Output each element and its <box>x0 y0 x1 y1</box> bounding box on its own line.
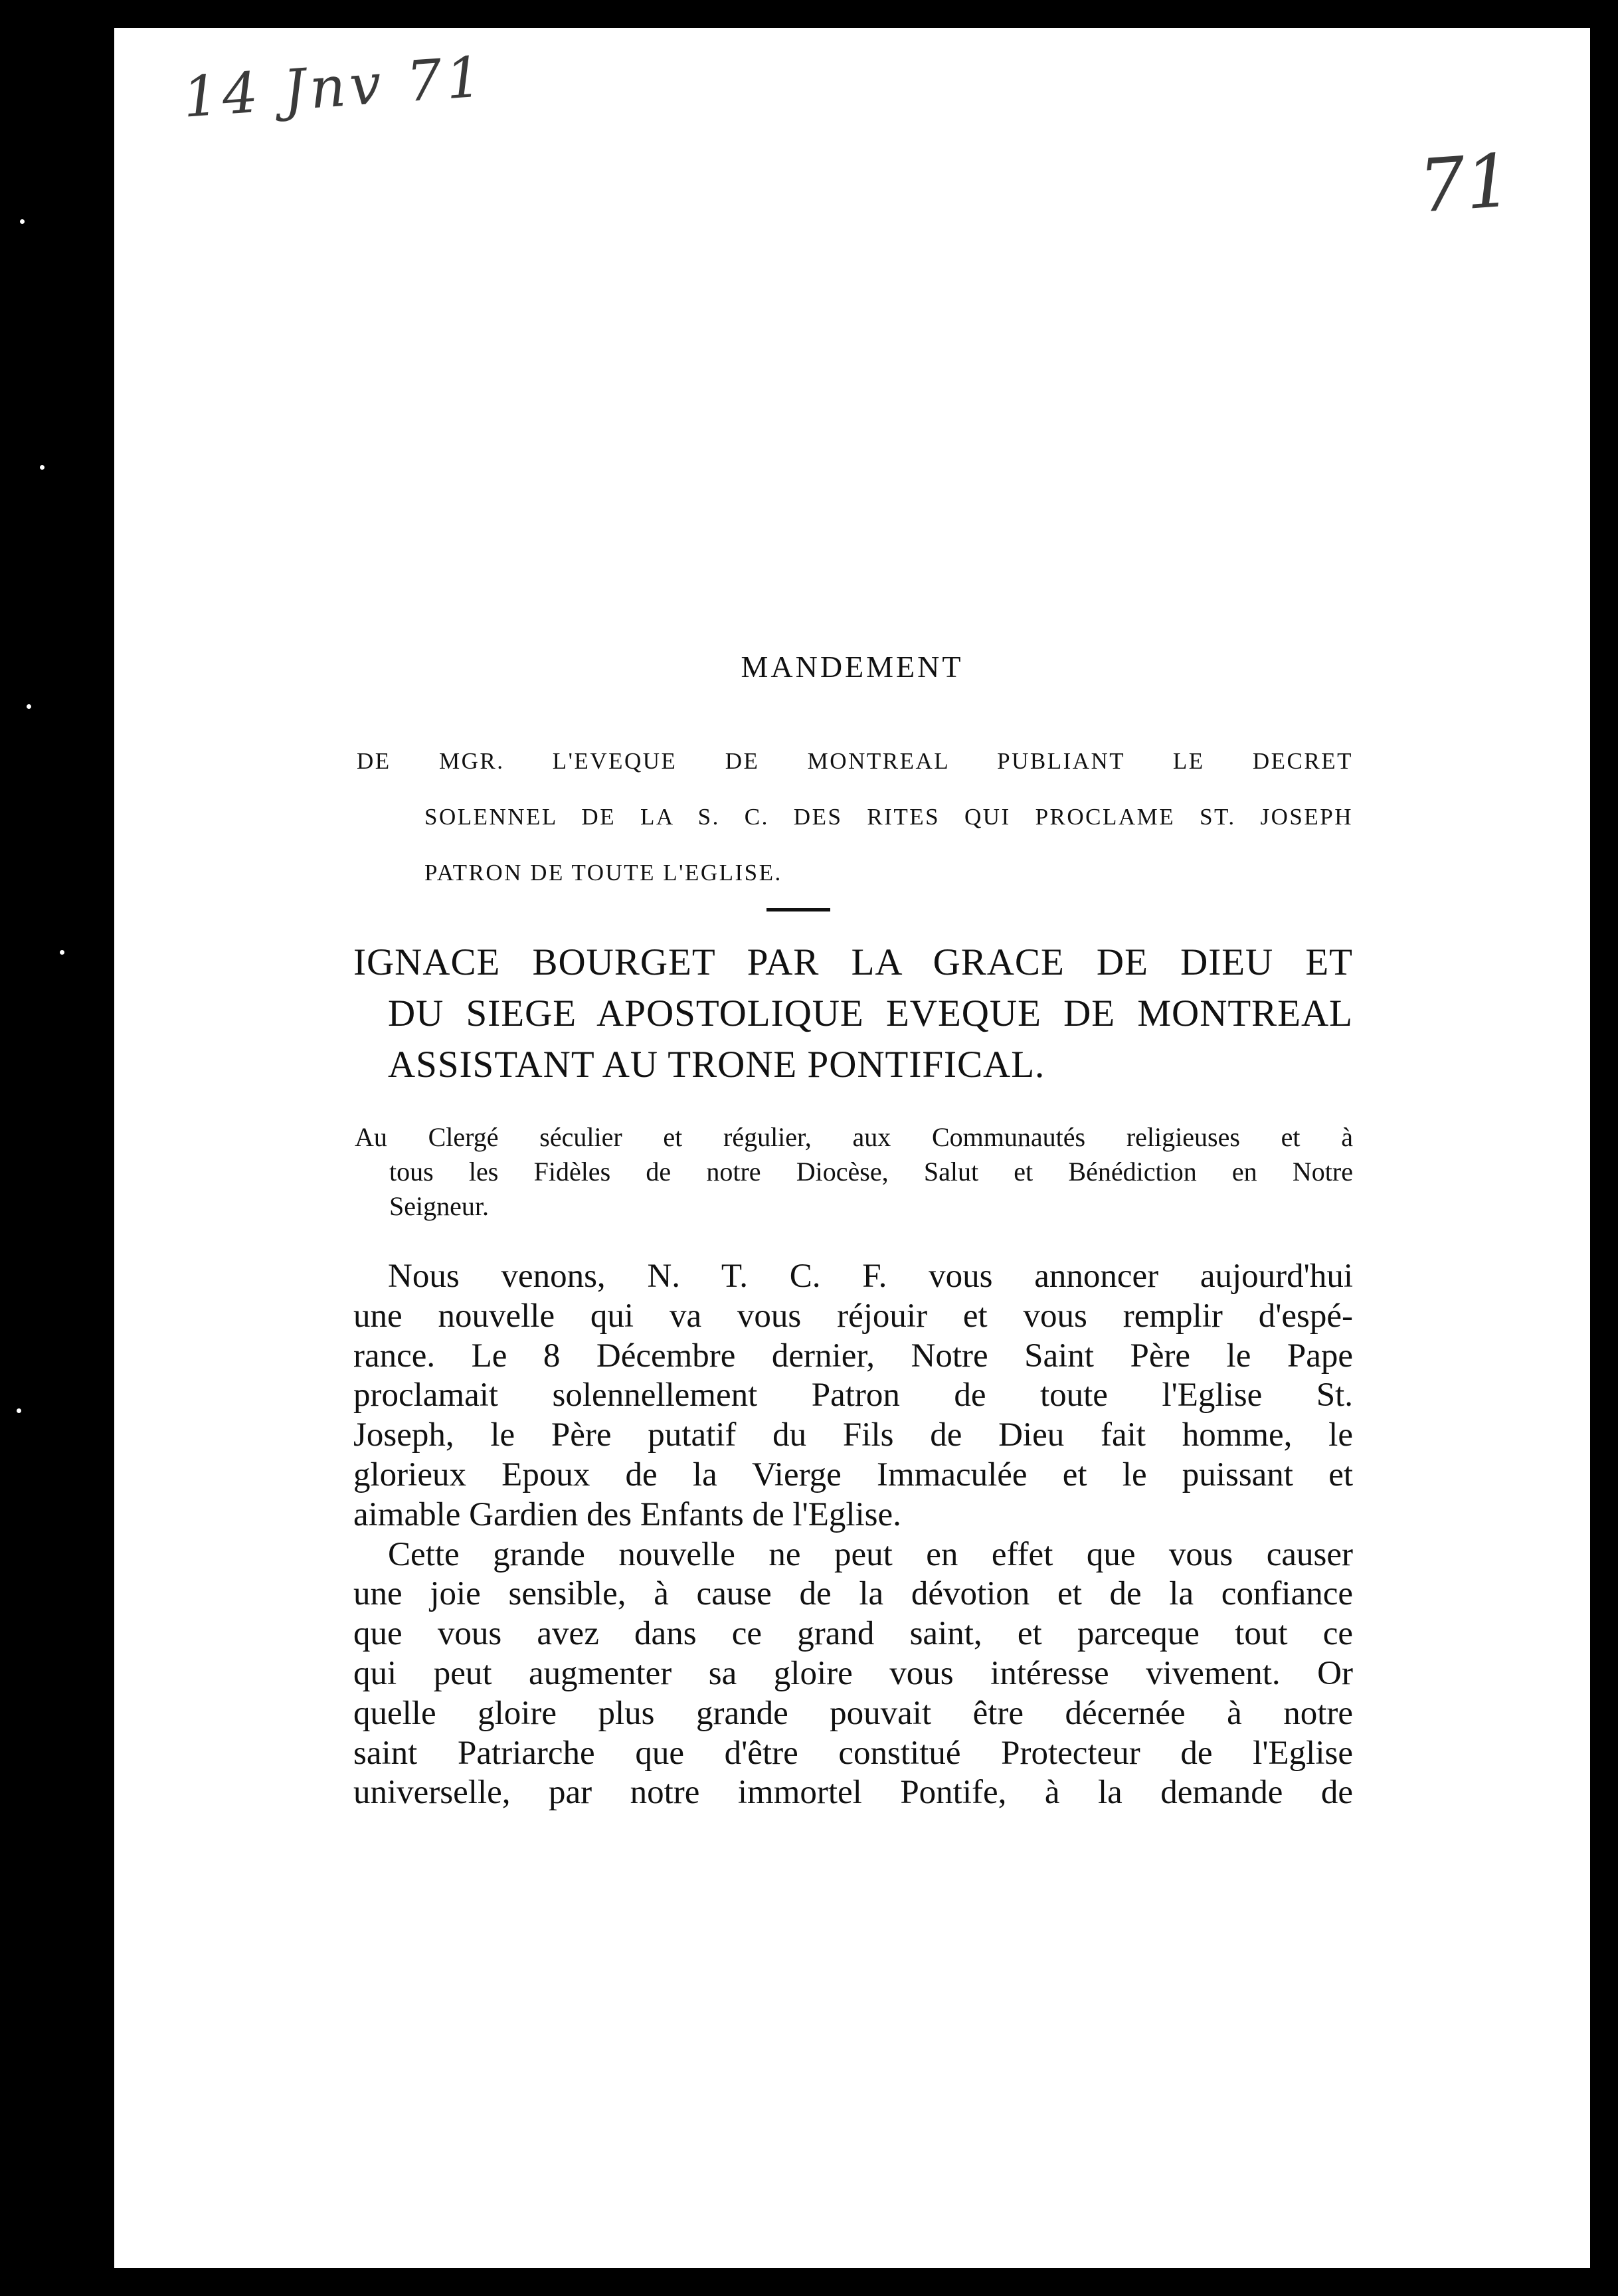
handwritten-date-annotation: 14 Jnv 71 <box>181 44 488 130</box>
body-line: que vous avez dans ce grand saint, et parceque tout ce <box>353 1615 1353 1653</box>
prelate-line: DU SIEGE APOSTOLIQUE EVEQUE DE MONTREAL <box>388 993 1353 1034</box>
document-subtitle <box>357 733 1353 901</box>
body-text <box>353 1257 1353 1813</box>
body-line: aimable Gardien des Enfants de l'Eglise. <box>353 1495 901 1533</box>
scan-speck <box>20 219 25 224</box>
body-line: une joie sensible, à cause de la dévotion et de la confiance <box>353 1575 1353 1613</box>
body-line: glorieux Epoux de la Vierge Immaculée et le puissant et <box>353 1456 1353 1493</box>
body-line: quelle gloire plus grande pouvait être décernée à notre <box>353 1694 1353 1732</box>
handwritten-number-annotation: 71 <box>1416 138 1515 229</box>
scan-speck <box>17 1408 21 1413</box>
body-line: qui peut augmenter sa gloire vous intéresse vivement. Or <box>353 1654 1353 1692</box>
address-line: Au Clergé séculier et régulier, aux Communautés religieuses et à <box>355 1122 1353 1152</box>
subtitle-line: DE MGR. L'EVEQUE DE MONTREAL PUBLIANT LE DECRET <box>357 748 1353 774</box>
document-page <box>114 28 1590 2268</box>
body-line: proclamait solennellement Patron de toute l'Eglise St. <box>353 1377 1353 1414</box>
body-line: universelle, par notre immortel Pontife, à la demande de <box>353 1774 1353 1812</box>
body-line: saint Patriarche que d'être constitué Protecteur de l'Eglise <box>353 1734 1353 1772</box>
salutation-address <box>355 1120 1353 1224</box>
document-title: MANDEMENT <box>741 650 964 684</box>
scan-speck <box>40 465 45 470</box>
body-line: Cette grande nouvelle ne peut en effet que vous causer <box>388 1535 1353 1573</box>
prelate-line: IGNACE BOURGET PAR LA GRACE DE DIEU ET <box>353 941 1353 983</box>
section-divider-rule <box>766 908 830 911</box>
body-line: une nouvelle qui va vous réjouir et vous remplir d'espé- <box>353 1297 1353 1335</box>
address-line: tous les Fidèles de notre Diocèse, Salut et Bénédiction en Notre <box>389 1157 1353 1187</box>
scan-speck <box>60 950 64 955</box>
body-line: Nous venons, N. T. C. F. vous annoncer aujourd'hui <box>388 1258 1353 1295</box>
prelate-heading <box>353 937 1353 1090</box>
subtitle-line: SOLENNEL DE LA S. C. DES RITES QUI PROCLAME ST. JOSEPH <box>424 804 1353 830</box>
scan-speck <box>27 704 31 709</box>
subtitle-line: PATRON DE TOUTE L'EGLISE. <box>424 860 782 886</box>
body-line: rance. Le 8 Décembre dernier, Notre Saint Père le Pape <box>353 1337 1353 1375</box>
prelate-line: ASSISTANT AU TRONE PONTIFICAL. <box>388 1044 1045 1086</box>
address-line: Seigneur. <box>389 1191 489 1221</box>
body-line: Joseph, le Père putatif du Fils de Dieu fait homme, le <box>353 1416 1353 1454</box>
